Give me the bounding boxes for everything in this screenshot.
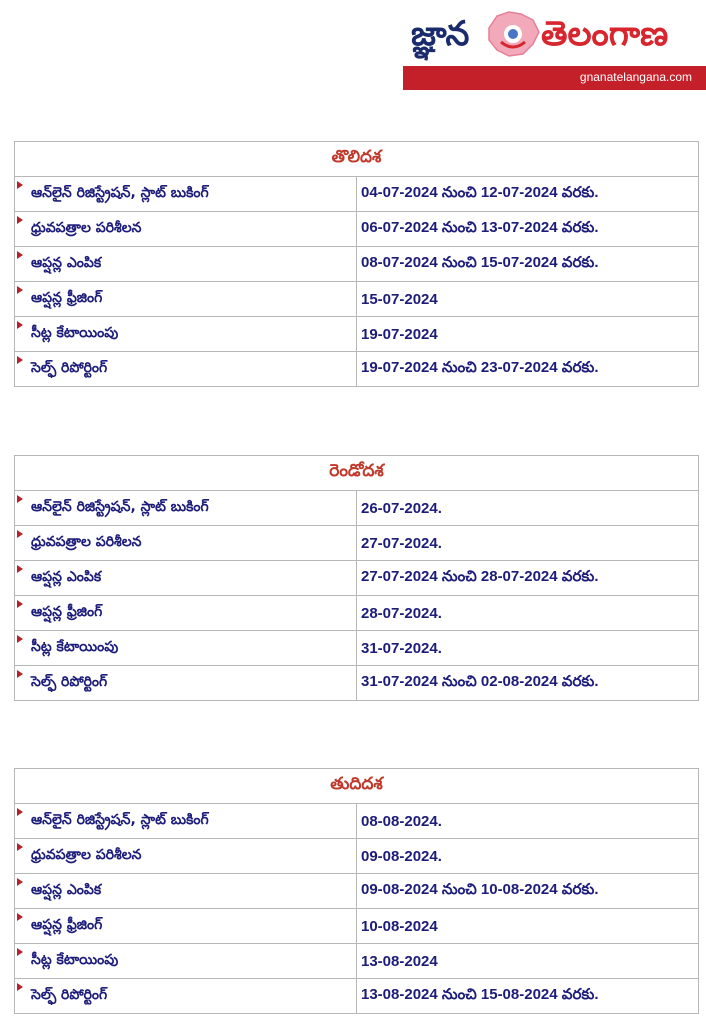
phase-table-1 bbox=[14, 141, 699, 387]
row-date: 09-08-2024 నుంచి 10-08-2024 వరకు. bbox=[357, 874, 699, 909]
row-label: ఆప్షన్ల ఫ్రీజింగ్ bbox=[31, 603, 103, 620]
row-date: 10-08-2024 bbox=[357, 909, 699, 944]
bullet-icon bbox=[17, 670, 23, 678]
row-date: 08-08-2024. bbox=[357, 804, 699, 839]
row-label: సెల్ఫ్ రిపోర్టింగ్ bbox=[31, 359, 108, 376]
row-label: ఆప్షన్ల ఎంపిక bbox=[31, 254, 102, 271]
table-title-row bbox=[15, 456, 699, 491]
row-date: 27-07-2024 నుంచి 28-07-2024 వరకు. bbox=[357, 561, 699, 596]
logo-text-gnana: జ్ఞాన bbox=[411, 14, 470, 54]
row-label-cell bbox=[15, 909, 357, 944]
row-date: 31-07-2024. bbox=[357, 631, 699, 666]
table-row bbox=[15, 317, 699, 352]
row-label: ఆన్‌లైన్ రిజిస్ట్రేషన్, స్లాట్ బుకింగ్ bbox=[31, 811, 209, 828]
schedule-table bbox=[14, 455, 699, 701]
row-label-cell bbox=[15, 177, 357, 212]
phase-table-2 bbox=[14, 455, 699, 701]
bullet-icon bbox=[17, 600, 23, 608]
table-row bbox=[15, 561, 699, 596]
bullet-icon bbox=[17, 843, 23, 851]
table-row bbox=[15, 212, 699, 247]
row-label-cell bbox=[15, 666, 357, 701]
row-label-cell bbox=[15, 561, 357, 596]
bullet-icon bbox=[17, 948, 23, 956]
row-label: ధ్రువపత్రాల పరిశీలన bbox=[31, 219, 142, 236]
row-label: ఆప్షన్ల ఎంపిక bbox=[31, 881, 102, 898]
table-row bbox=[15, 944, 699, 979]
row-date: 31-07-2024 నుంచి 02-08-2024 వరకు. bbox=[357, 666, 699, 701]
phase-title: తుదిదశ bbox=[15, 769, 699, 804]
row-date: 13-08-2024 bbox=[357, 944, 699, 979]
row-label: సీట్ల కేటాయింపు bbox=[31, 638, 119, 655]
table-row bbox=[15, 874, 699, 909]
bullet-icon bbox=[17, 286, 23, 294]
row-date: 19-07-2024 bbox=[357, 317, 699, 352]
bullet-icon bbox=[17, 913, 23, 921]
row-date: 09-08-2024. bbox=[357, 839, 699, 874]
bullet-icon bbox=[17, 356, 23, 364]
row-date: 15-07-2024 bbox=[357, 282, 699, 317]
row-date: 27-07-2024. bbox=[357, 526, 699, 561]
schedule-table bbox=[14, 768, 699, 1014]
table-row bbox=[15, 839, 699, 874]
bullet-icon bbox=[17, 216, 23, 224]
bullet-icon bbox=[17, 321, 23, 329]
row-label: ఆప్షన్ల ఎంపిక bbox=[31, 568, 102, 585]
table-row bbox=[15, 526, 699, 561]
table-row bbox=[15, 177, 699, 212]
row-label: సీట్ల కేటాయింపు bbox=[31, 951, 119, 968]
bullet-icon bbox=[17, 181, 23, 189]
site-logo[interactable] bbox=[403, 4, 706, 90]
phase-title: తొలిదశ bbox=[15, 142, 699, 177]
bullet-icon bbox=[17, 983, 23, 991]
row-label: ధ్రువపత్రాల పరిశీలన bbox=[31, 533, 142, 550]
phase-title: రెండోదశ bbox=[15, 456, 699, 491]
table-row bbox=[15, 352, 699, 387]
table-row bbox=[15, 666, 699, 701]
row-label-cell bbox=[15, 804, 357, 839]
row-label-cell bbox=[15, 631, 357, 666]
row-label-cell bbox=[15, 212, 357, 247]
table-title-row bbox=[15, 142, 699, 177]
telangana-map-icon bbox=[483, 8, 543, 60]
table-row bbox=[15, 282, 699, 317]
schedule-table bbox=[14, 141, 699, 387]
row-label: ఆప్షన్ల ఫ్రీజింగ్ bbox=[31, 289, 103, 306]
row-date: 28-07-2024. bbox=[357, 596, 699, 631]
row-label-cell bbox=[15, 247, 357, 282]
row-label-cell bbox=[15, 596, 357, 631]
row-label-cell bbox=[15, 839, 357, 874]
bullet-icon bbox=[17, 251, 23, 259]
table-row bbox=[15, 596, 699, 631]
site-url[interactable]: gnanatelangana.com bbox=[579, 70, 692, 84]
row-date: 08-07-2024 నుంచి 15-07-2024 వరకు. bbox=[357, 247, 699, 282]
bullet-icon bbox=[17, 530, 23, 538]
row-label: ధ్రువపత్రాల పరిశీలన bbox=[31, 846, 142, 863]
bullet-icon bbox=[17, 565, 23, 573]
table-row bbox=[15, 631, 699, 666]
logo-top bbox=[403, 4, 706, 66]
row-label-cell bbox=[15, 282, 357, 317]
table-row bbox=[15, 247, 699, 282]
row-label-cell bbox=[15, 979, 357, 1014]
row-label-cell bbox=[15, 526, 357, 561]
row-label: ఆన్‌లైన్ రిజిస్ట్రేషన్, స్లాట్ బుకింగ్ bbox=[31, 498, 209, 515]
row-date: 13-08-2024 నుంచి 15-08-2024 వరకు. bbox=[357, 979, 699, 1014]
table-row bbox=[15, 909, 699, 944]
row-label-cell bbox=[15, 317, 357, 352]
logo-text-telangana: తెలంగాణ bbox=[541, 14, 669, 54]
row-date: 26-07-2024. bbox=[357, 491, 699, 526]
row-label: సీట్ల కేటాయింపు bbox=[31, 324, 119, 341]
row-label-cell bbox=[15, 352, 357, 387]
row-label: సెల్ఫ్ రిపోర్టింగ్ bbox=[31, 986, 108, 1003]
row-label-cell bbox=[15, 491, 357, 526]
row-label: ఆప్షన్ల ఫ్రీజింగ్ bbox=[31, 916, 103, 933]
table-title-row bbox=[15, 769, 699, 804]
bullet-icon bbox=[17, 495, 23, 503]
table-row bbox=[15, 491, 699, 526]
row-label-cell bbox=[15, 944, 357, 979]
bullet-icon bbox=[17, 878, 23, 886]
row-date: 19-07-2024 నుంచి 23-07-2024 వరకు. bbox=[357, 352, 699, 387]
bullet-icon bbox=[17, 635, 23, 643]
row-date: 06-07-2024 నుంచి 13-07-2024 వరకు. bbox=[357, 212, 699, 247]
table-row bbox=[15, 804, 699, 839]
row-label-cell bbox=[15, 874, 357, 909]
logo-bar bbox=[403, 66, 706, 90]
row-label: ఆన్‌లైన్ రిజిస్ట్రేషన్, స్లాట్ బుకింగ్ bbox=[31, 184, 209, 201]
row-label: సెల్ఫ్ రిపోర్టింగ్ bbox=[31, 673, 108, 690]
bullet-icon bbox=[17, 808, 23, 816]
row-date: 04-07-2024 నుంచి 12-07-2024 వరకు. bbox=[357, 177, 699, 212]
table-row bbox=[15, 979, 699, 1014]
phase-table-3 bbox=[14, 768, 699, 1014]
